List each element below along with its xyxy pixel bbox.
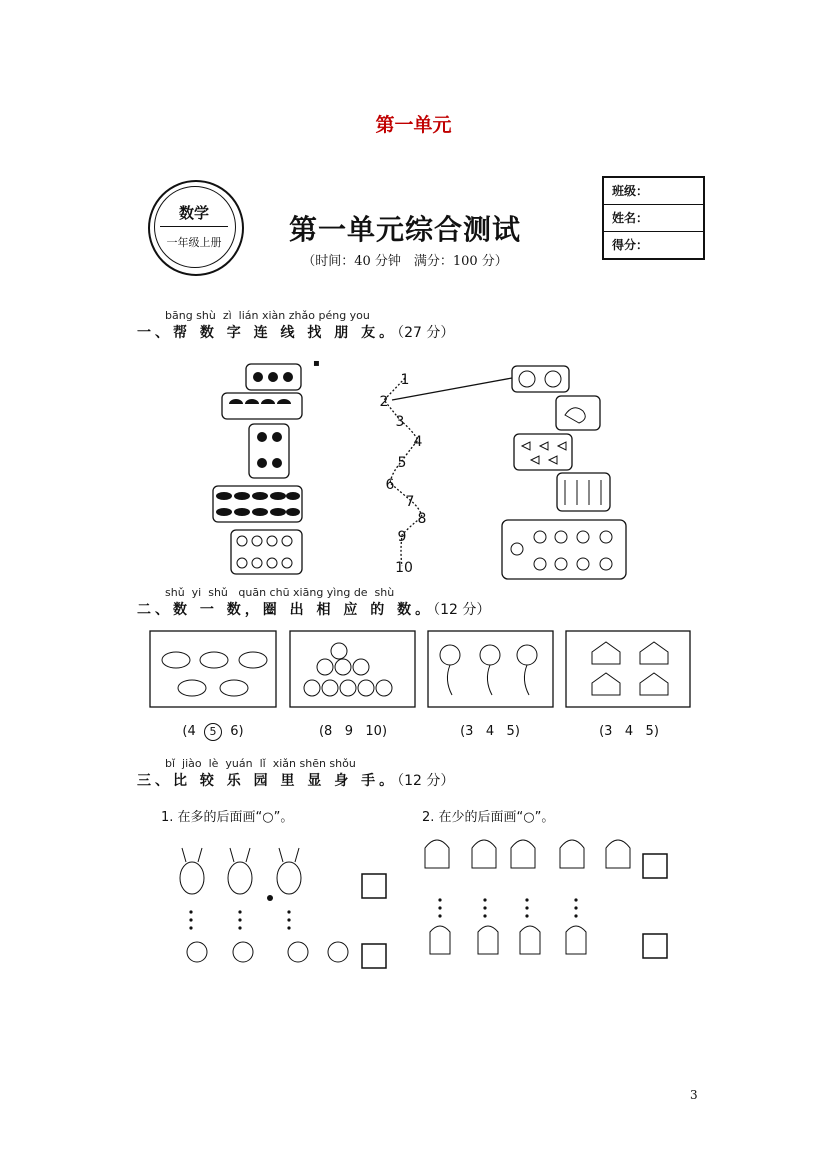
q2-title — [137, 599, 490, 619]
left-box-mushrooms[interactable] — [222, 393, 302, 419]
student-info-box — [602, 176, 705, 260]
name-field[interactable]: 姓名： — [604, 205, 703, 232]
q2-box-houses — [566, 631, 690, 707]
answer-box-squids-top[interactable] — [643, 854, 667, 878]
number-8: 8 — [417, 511, 427, 527]
option-c[interactable]: 5) — [645, 724, 659, 739]
number-5: 5 — [397, 455, 407, 471]
option-a[interactable]: (3 — [460, 724, 474, 739]
number-3: 3 — [395, 414, 405, 430]
q2-options-2 — [283, 724, 423, 739]
number-7: 7 — [405, 494, 415, 510]
option-a[interactable]: (3 — [599, 724, 613, 739]
number-4: 4 — [413, 434, 423, 450]
left-box-cats[interactable] — [249, 424, 289, 478]
page-number: 3 — [690, 1088, 698, 1102]
q1-matching-illustration — [0, 355, 827, 585]
q3-score: （12 分） — [397, 773, 455, 789]
badge-grade: 一年级上册 — [166, 236, 222, 249]
subject-badge-inner-ring — [154, 186, 236, 268]
q2-pinyin: shǔ yi shǔ quān chū xiāng yìng de shù — [165, 586, 395, 599]
q2-title-text: 二、数 一 数，圈 出 相 应 的 数。 — [137, 602, 434, 618]
right-box-butterflies[interactable] — [514, 434, 572, 470]
number-10: 10 — [395, 560, 413, 576]
unit-heading: 第一单元 — [375, 114, 452, 136]
left-box-pears[interactable] — [231, 530, 302, 574]
option-c[interactable]: 10) — [365, 724, 388, 739]
answer-box-birds[interactable] — [362, 944, 386, 968]
score-field[interactable]: 得分： — [612, 238, 649, 252]
test-subtitle: （时间：40 分钟 满分：100 分） — [302, 254, 508, 269]
q2-options-3 — [420, 724, 560, 739]
answer-box-rabbits[interactable] — [362, 874, 386, 898]
q3-comparison-illustration — [0, 830, 827, 980]
option-a[interactable]: (4 — [182, 724, 196, 739]
q2-picture-row — [0, 625, 827, 715]
option-a[interactable]: (8 — [318, 724, 333, 739]
badge-divider — [160, 226, 228, 227]
q3-sub2: 2. 在少的后面画“○”。 — [422, 810, 555, 825]
number-2: 2 — [379, 394, 389, 410]
option-c[interactable]: 6) — [230, 724, 244, 739]
class-field[interactable]: 班级： — [604, 178, 703, 205]
stray-mark: ▪ — [313, 358, 320, 369]
option-b[interactable]: 4 — [624, 724, 634, 739]
option-b-circled[interactable]: 5 — [204, 723, 222, 741]
q2-box-rabbits — [150, 631, 276, 707]
q1-title — [137, 322, 454, 342]
q3-title — [137, 770, 454, 790]
q3-sub1: 1. 在多的后面画“○”。 — [161, 810, 294, 825]
q2-options-4 — [559, 724, 699, 739]
number-6: 6 — [385, 477, 395, 493]
answer-box-squids-bottom[interactable] — [643, 934, 667, 958]
left-box-hedgehogs[interactable] — [213, 486, 302, 522]
option-b[interactable]: 9 — [344, 724, 353, 739]
number-1: 1 — [400, 372, 410, 388]
option-b[interactable]: 4 — [485, 724, 495, 739]
right-box-pumpkins[interactable] — [512, 366, 569, 392]
q1-title-text: 一、帮 数 字 连 线 找 朋 友。 — [137, 325, 398, 341]
right-box-dog[interactable] — [556, 396, 600, 430]
badge-subject: 数学 — [178, 204, 209, 222]
q3-pinyin: bǐ jiào lè yuán lǐ xiǎn shēn shǒu — [165, 757, 356, 770]
sample-connection-line — [392, 378, 512, 400]
number-9: 9 — [397, 529, 407, 545]
q2-box-flowers — [428, 631, 553, 707]
test-title: 第一单元综合测试 — [288, 213, 521, 246]
option-c[interactable]: 5) — [506, 724, 520, 739]
q2-options-1 — [143, 723, 283, 741]
q1-score: （27 分） — [397, 325, 455, 341]
q1-pinyin: bāng shù zì lián xiàn zhǎo péng you — [165, 309, 370, 322]
q3-title-text: 三、比 较 乐 园 里 显 身 手。 — [137, 773, 398, 789]
q2-score: （12 分） — [433, 602, 491, 618]
